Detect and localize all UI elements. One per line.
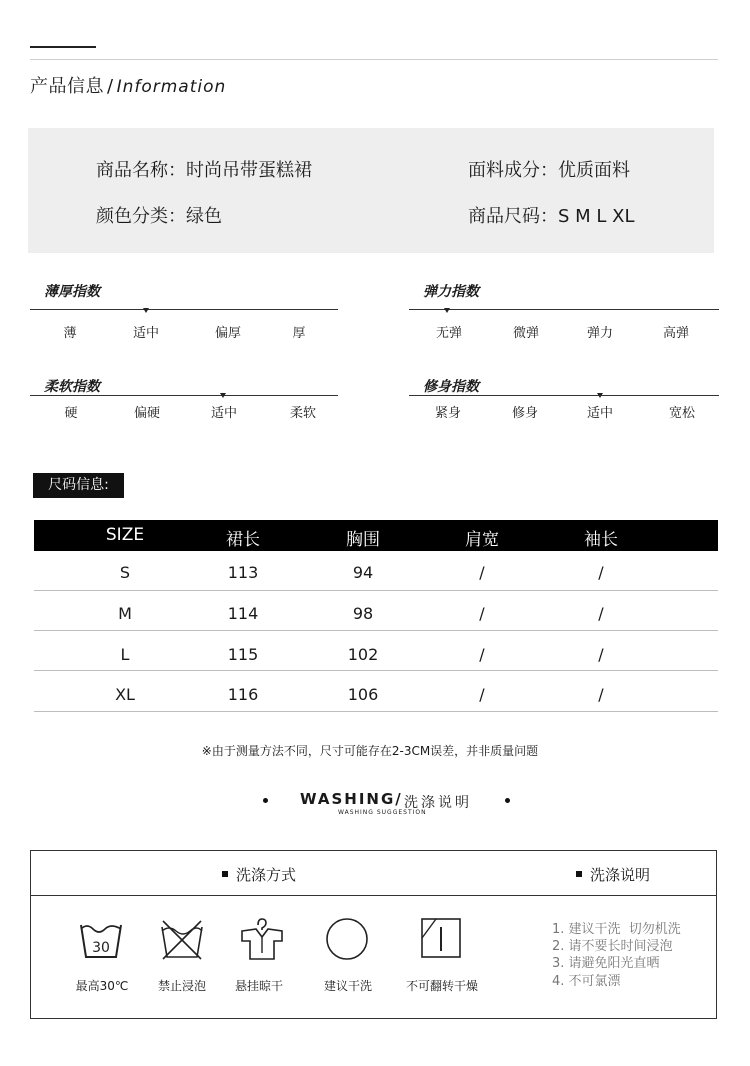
table-cell: S xyxy=(119,563,131,582)
table-row-divider xyxy=(34,711,718,712)
size-disclaimer: ※由于测量方法不同，尺寸可能存在2-3CM误差，并非质量问题 xyxy=(201,744,539,758)
table-cell: L xyxy=(120,645,130,664)
table-cell: / xyxy=(598,645,604,664)
top-divider xyxy=(30,59,718,60)
header-sleeve: 袖长 xyxy=(584,530,618,550)
dry-clean-icon xyxy=(323,917,371,963)
wash-30-icon xyxy=(77,917,125,961)
table-cell: 98 xyxy=(352,604,374,623)
section-title xyxy=(30,72,226,98)
square-bullet-icon xyxy=(222,871,228,877)
fit-option: 适中 xyxy=(586,406,613,421)
table-cell: 113 xyxy=(227,563,259,582)
thickness-option: 偏厚 xyxy=(214,326,241,341)
thickness-marker xyxy=(143,308,149,313)
product-info-box xyxy=(28,128,714,253)
header-shoulder: 肩宽 xyxy=(465,530,499,550)
hang-dry-icon xyxy=(236,917,288,961)
product-sizes: 商品尺码：S M L XL xyxy=(468,206,635,227)
section-title-separator: / xyxy=(107,76,114,97)
top-accent-line xyxy=(30,46,96,48)
bullet-dot xyxy=(263,798,268,803)
care-label: 悬挂晾干 xyxy=(234,979,283,993)
care-label: 建议干洗 xyxy=(323,979,372,993)
fit-option: 紧身 xyxy=(434,406,461,421)
wash-note: 1. 建议干洗 切勿机洗 xyxy=(552,922,681,937)
table-cell: / xyxy=(598,685,604,704)
size-info-tag: 尺码信息: xyxy=(33,473,124,498)
table-cell: / xyxy=(479,685,485,704)
care-label: 禁止浸泡 xyxy=(157,979,206,993)
table-cell: / xyxy=(479,563,485,582)
table-cell: / xyxy=(598,604,604,623)
table-cell: / xyxy=(479,604,485,623)
wash-note: 4. 不可氯漂 xyxy=(552,974,621,989)
wash-notes-label: 洗涤说明 xyxy=(590,866,651,884)
care-label: 最高30℃ xyxy=(75,979,129,993)
section-title-cn: 产品信息 xyxy=(30,76,104,97)
wash-note: 3. 请避免阳光直晒 xyxy=(552,956,660,971)
fit-marker xyxy=(597,393,603,398)
table-cell: 114 xyxy=(227,604,259,623)
table-cell: 115 xyxy=(227,645,259,664)
bullet-dot xyxy=(505,798,510,803)
fit-index-line xyxy=(409,395,719,396)
elasticity-index-line xyxy=(409,309,719,310)
table-row-divider xyxy=(34,670,718,671)
washing-box-divider xyxy=(30,895,717,896)
wash-temp-text: 30 xyxy=(92,940,110,956)
size-table-header xyxy=(34,520,718,551)
product-material: 面料成分：优质面料 xyxy=(468,160,630,181)
wash-method-header xyxy=(222,864,296,885)
elasticity-option: 高弹 xyxy=(662,326,689,341)
softness-option: 柔软 xyxy=(289,406,316,421)
table-cell: / xyxy=(479,645,485,664)
softness-option: 偏硬 xyxy=(133,406,160,421)
elasticity-marker xyxy=(444,308,450,313)
softness-index-title: 柔软指数 xyxy=(44,379,100,395)
table-cell: 94 xyxy=(352,563,374,582)
thickness-index-line xyxy=(30,309,338,310)
table-row-divider xyxy=(34,630,718,631)
table-row-divider xyxy=(34,590,718,591)
wash-notes-header xyxy=(576,864,650,885)
elasticity-option: 微弹 xyxy=(512,326,539,341)
table-cell: M xyxy=(118,604,132,623)
wash-note: 2. 请不要长时间浸泡 xyxy=(552,939,673,954)
thickness-index-title: 薄厚指数 xyxy=(44,284,100,300)
elasticity-option: 弹力 xyxy=(586,326,613,341)
washing-subtitle: WASHING SUGGESTION xyxy=(338,809,427,816)
product-name: 商品名称：时尚吊带蛋糕裙 xyxy=(96,160,312,181)
section-title-en: Information xyxy=(116,77,227,97)
care-label: 不可翻转干燥 xyxy=(405,979,478,993)
washing-title-cn: 洗涤说明 xyxy=(404,795,472,811)
elasticity-option: 无弹 xyxy=(435,326,462,341)
fit-index-title: 修身指数 xyxy=(423,379,479,395)
table-cell: XL xyxy=(115,685,135,704)
table-cell: 116 xyxy=(227,685,259,704)
thickness-option: 薄 xyxy=(63,326,77,341)
table-cell: 106 xyxy=(347,685,379,704)
wash-method-label: 洗涤方式 xyxy=(236,866,297,884)
no-soak-icon xyxy=(157,917,207,961)
thickness-option: 适中 xyxy=(132,326,159,341)
fit-option: 宽松 xyxy=(668,406,695,421)
square-bullet-icon xyxy=(576,871,582,877)
thickness-option: 厚 xyxy=(292,326,306,341)
table-cell: / xyxy=(598,563,604,582)
fit-option: 修身 xyxy=(511,406,538,421)
softness-option: 适中 xyxy=(210,406,237,421)
table-cell: 102 xyxy=(347,645,379,664)
softness-marker xyxy=(220,393,226,398)
header-bust: 胸围 xyxy=(346,530,380,550)
header-size: SIZE xyxy=(105,525,145,545)
product-color: 颜色分类：绿色 xyxy=(96,206,222,227)
softness-option: 硬 xyxy=(64,406,78,421)
no-tumble-dry-icon xyxy=(418,917,464,961)
washing-title-en: WASHING/ xyxy=(300,790,403,808)
softness-index-line xyxy=(30,395,338,396)
header-length: 裙长 xyxy=(226,530,260,550)
elasticity-index-title: 弹力指数 xyxy=(423,284,479,300)
